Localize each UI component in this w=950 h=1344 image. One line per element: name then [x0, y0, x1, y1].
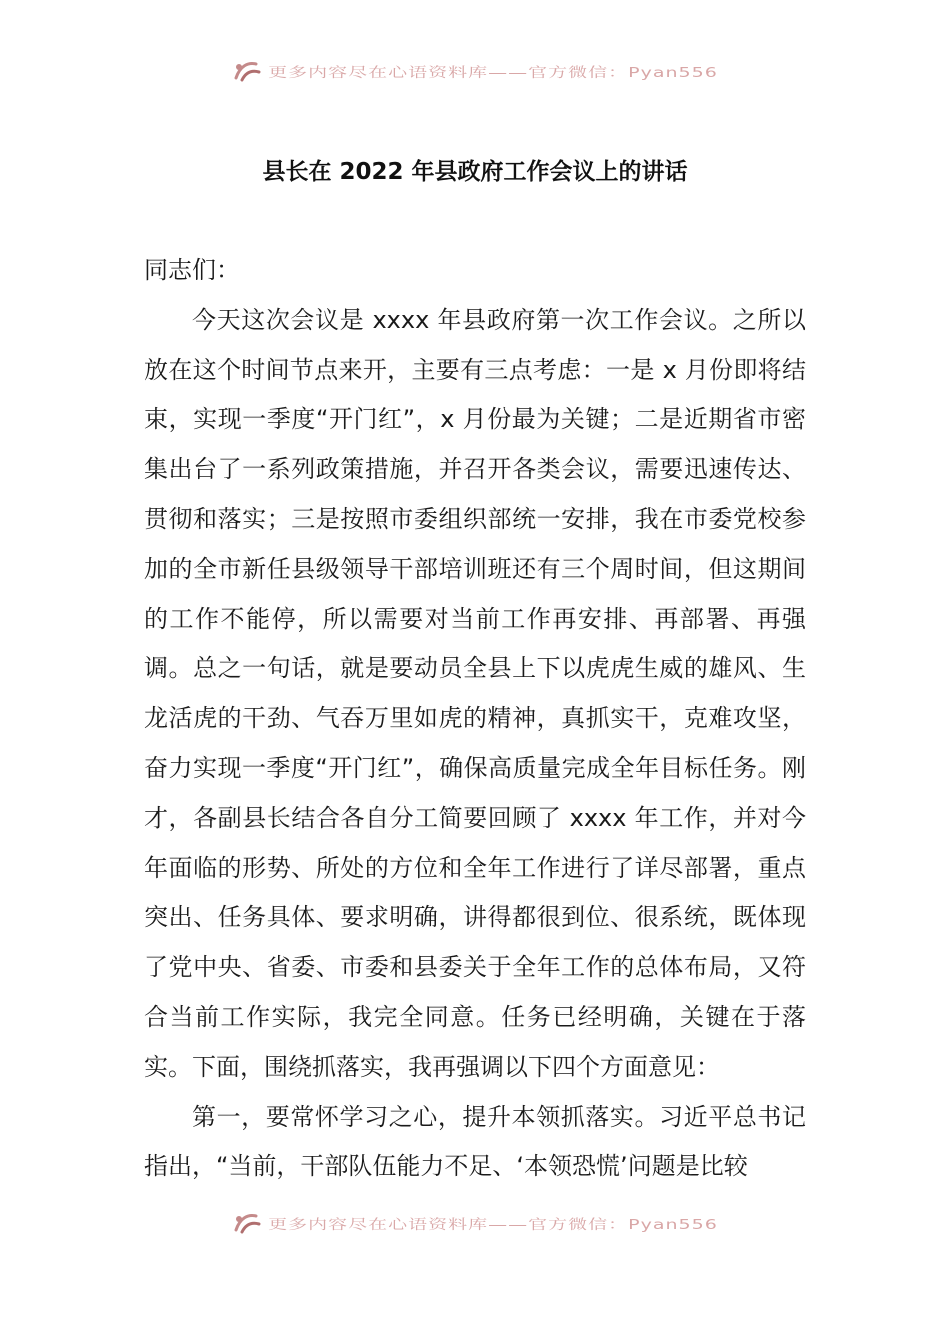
paragraph-intro: 今天这次会议是 xxxx 年县政府第一次工作会议。之所以放在这个时间节点来开，主要有三点考虑：一是 x 月份即将结束，实现一季度“开门红”，x 月份最为关键；二是近期省市密集出台了一系列政策措施，并召开各类会议，需要迅速传达、贯彻和落实；三是按照市委组织部统一安排，我在市委党校参加的全市新任县级领导干部培训班还有三个周时间，但这期间的工作不能停，所以需要对当前工作再安排、再部署、再强调。总之一句话，就是要动员全县上下以虎虎生威的雄风、生龙活虎的干劲、气吞万里如虎的精神，真抓实干，克难攻坚，奋力实现一季度“开门红”，确保高质量完成全年目标任务。刚才，各副县长结合各自分工简要回顾了 xxxx 年工作，并对今年面临的形势、所处的方位和全年工作进行了详尽部署，重点突出、任务具体、要求明确，讲得都很到位、很系统，既体现了党中央、省委、市委和县委关于全年工作的总体布局，又符合当前工作实际，我完全同意。任务已经明确，关键在于落实。下面，围绕抓落实，我再强调以下四个方面意见： — [144, 305, 806, 1081]
salutation: 同志们： — [144, 256, 240, 284]
document-body — [144, 246, 806, 1192]
watermark-text: 更多内容尽在心语资料库——官方微信：Pyan556 — [268, 64, 718, 80]
footer-watermark — [0, 1206, 950, 1240]
watermark-text: 更多内容尽在心语资料库——官方微信：Pyan556 — [268, 1216, 718, 1232]
stylized-logo-icon — [232, 1210, 262, 1236]
paragraph-first-point: 第一，要常怀学习之心，提升本领抓落实。习近平总书记指出，“当前，干部队伍能力不足、‘本领恐慌’问题是比较 — [144, 1102, 806, 1181]
header-watermark — [0, 54, 950, 88]
document-title: 县长在 2022 年县政府工作会议上的讲话 — [262, 159, 688, 185]
stylized-logo-icon — [232, 58, 262, 84]
